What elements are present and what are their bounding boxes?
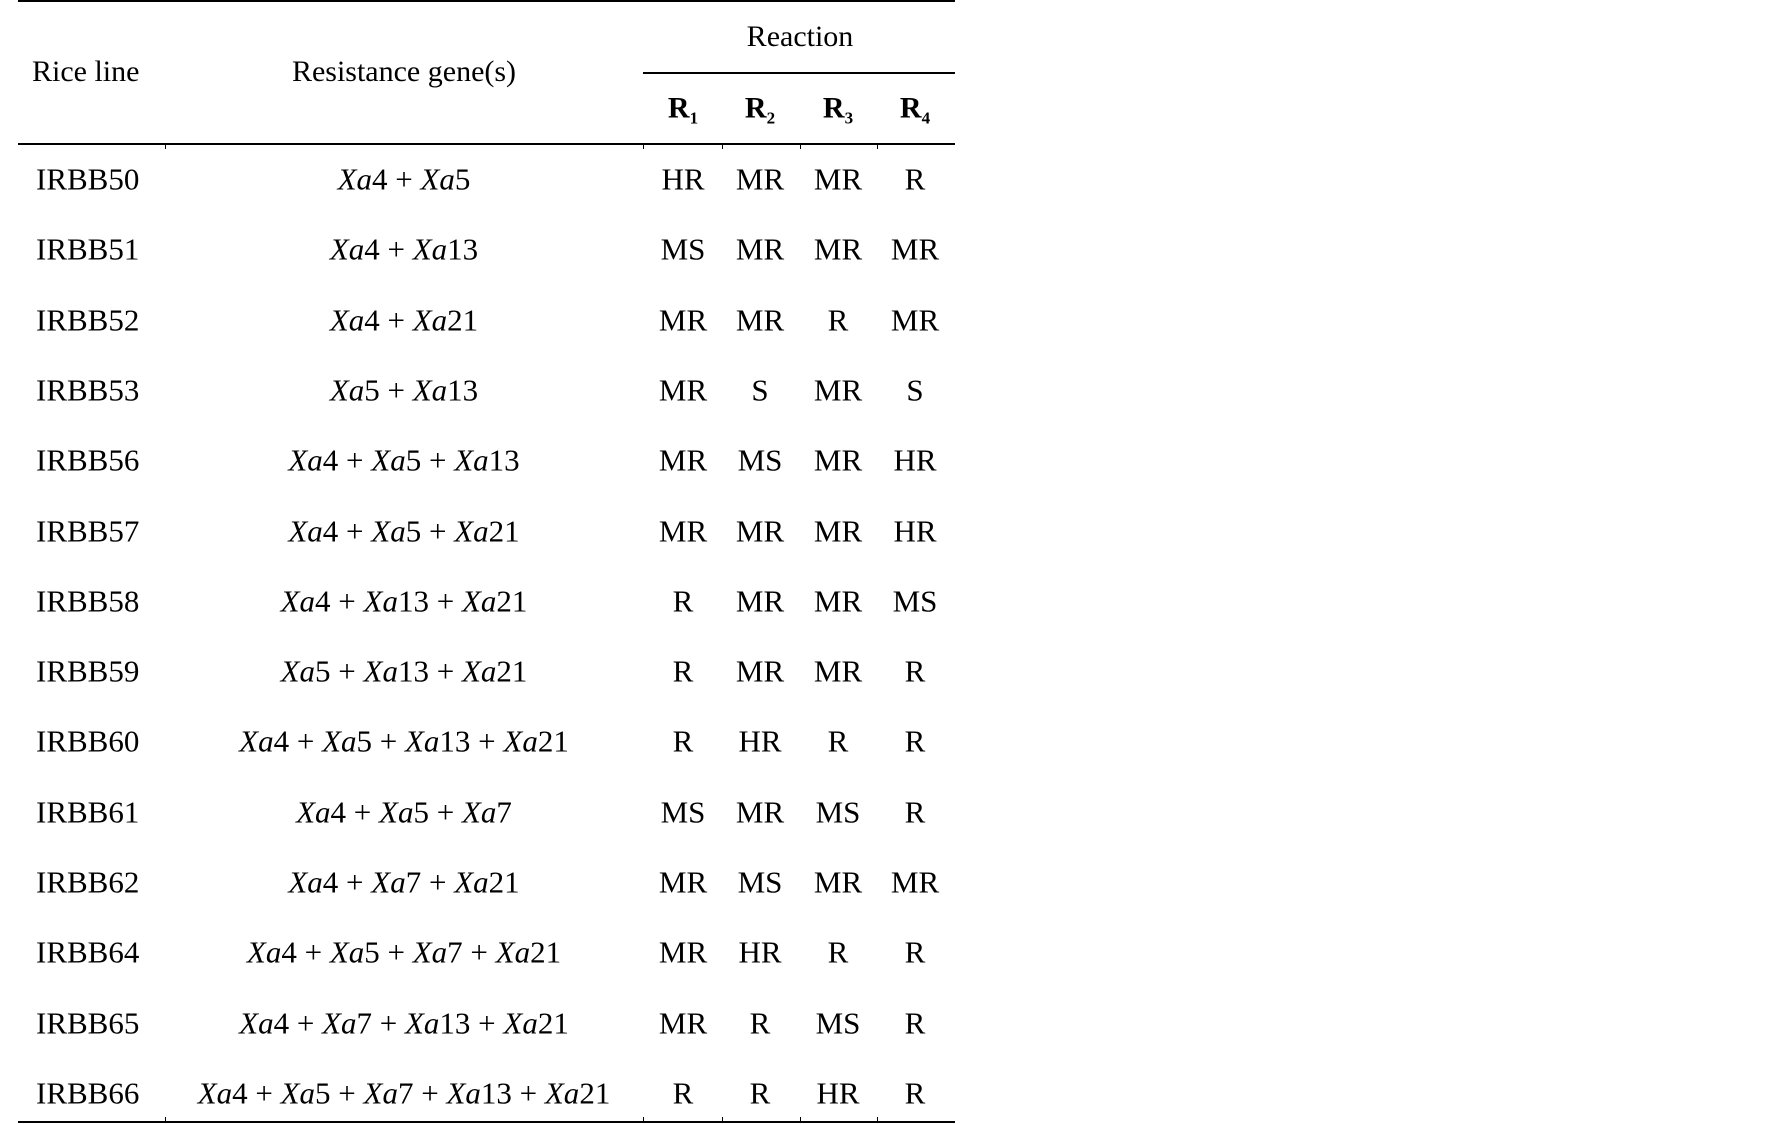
plus-sign: +	[428, 794, 462, 830]
gene-name: Xa4	[329, 302, 380, 338]
reaction-cell-r3: MR	[813, 583, 863, 619]
column-tick	[800, 145, 801, 149]
reaction-cell-r4: R	[904, 161, 926, 197]
plus-sign: +	[338, 442, 372, 478]
gene-name: Xa21	[544, 1075, 611, 1111]
gene-name: Xa21	[503, 723, 569, 759]
column-tick	[877, 145, 878, 149]
reaction-cell-r3: R	[827, 934, 849, 970]
reaction-cell-r1: MR	[658, 864, 708, 900]
gene-name: Xa21	[412, 302, 479, 338]
reaction-cell-r1: MR	[658, 513, 708, 548]
reaction-cell-r4: R	[904, 1075, 926, 1111]
reaction-cell-r4: HR	[893, 442, 937, 478]
resistance-genes-cell	[239, 1005, 569, 1041]
rice-line-cell: IRBB53	[36, 372, 140, 408]
plus-sign: +	[372, 1005, 405, 1041]
plus-sign: +	[289, 1005, 323, 1041]
plus-sign: +	[346, 794, 380, 830]
reaction-cell-r3: R	[827, 723, 849, 759]
header-reaction-r1: $R_1$	[667, 91, 699, 128]
reaction-group-rule	[643, 72, 955, 74]
resistance-genes-cell	[288, 442, 520, 478]
resistance-genes-cell	[280, 583, 528, 619]
reaction-cell-r2: R	[749, 1075, 771, 1111]
plus-sign: +	[421, 442, 455, 478]
resistance-genes-cell	[288, 515, 519, 546]
plus-sign: +	[289, 723, 323, 759]
reaction-cell-r1: R	[672, 653, 694, 689]
gene-name: Xa5	[371, 442, 422, 478]
reaction-cell-r3: MS	[815, 794, 861, 830]
gene-name: Xa4	[288, 864, 339, 900]
header-reaction: Reaction	[746, 20, 854, 53]
gene-name: Xa4	[197, 1075, 248, 1111]
plus-sign: +	[330, 653, 364, 689]
gene-name: Xa13	[446, 1075, 512, 1111]
table-header-rule	[18, 143, 955, 145]
rice-line-cell: IRBB64	[36, 934, 140, 970]
gene-name: Xa5	[371, 513, 422, 548]
column-tick	[643, 145, 644, 149]
reaction-cell-r3: MR	[813, 513, 863, 548]
plus-sign: +	[470, 723, 504, 759]
table-bottom-rule	[18, 1121, 955, 1123]
reaction-cell-r1: R	[672, 583, 694, 619]
reaction-cell-r2: MS	[737, 442, 783, 478]
gene-name: Xa13	[412, 372, 479, 408]
gene-name: Xa4	[296, 794, 347, 830]
reaction-cell-r4: MR	[890, 864, 940, 900]
resistance-genes-cell	[246, 934, 562, 970]
plus-sign: +	[247, 1075, 281, 1111]
header-reaction-r3: $R_3$	[822, 91, 854, 128]
rice-line-cell: IRBB56	[36, 442, 140, 478]
plus-sign: +	[413, 1075, 447, 1111]
plus-sign: +	[421, 864, 455, 900]
resistance-genes-cell	[197, 1075, 611, 1111]
gene-name: Xa21	[503, 1005, 569, 1041]
reaction-cell-r2: R	[749, 1005, 771, 1041]
reaction-cell-r4: R	[904, 723, 926, 759]
gene-name: Xa4	[288, 513, 339, 548]
rice-line-cell: IRBB62	[36, 864, 140, 900]
rice-line-cell: IRBB65	[36, 1005, 140, 1041]
resistance-genes-cell	[288, 864, 520, 900]
plus-sign: +	[470, 1005, 504, 1041]
resistance-genes-cell	[280, 653, 528, 689]
plus-sign: +	[387, 161, 421, 197]
reaction-cell-r2: HR	[738, 934, 782, 970]
plus-sign: +	[428, 653, 462, 689]
reaction-cell-r3: HR	[816, 1075, 860, 1111]
reaction-cell-r2: HR	[738, 723, 782, 759]
reaction-cell-r3: MR	[813, 161, 863, 197]
gene-name: Xa5	[280, 1075, 331, 1111]
plus-sign: +	[511, 1075, 545, 1111]
reaction-cell-r3: R	[827, 302, 849, 338]
reaction-cell-r2: MR	[735, 231, 785, 267]
reaction-cell-r2: MR	[735, 583, 785, 619]
rice-line-cell: IRBB50	[36, 161, 140, 197]
gene-name: Xa4	[239, 723, 290, 759]
rice-line-cell: IRBB66	[36, 1075, 140, 1111]
gene-name: Xa21	[495, 934, 562, 970]
reaction-cell-r4: R	[904, 1005, 926, 1041]
gene-name: Xa5	[322, 723, 373, 759]
reaction-cell-r1: R	[672, 1075, 694, 1111]
rice-line-cell: IRBB60	[36, 723, 140, 759]
gene-name: Xa13	[404, 1005, 471, 1041]
gene-name: Xa21	[454, 864, 520, 900]
reaction-cell-r2: MR	[735, 161, 785, 197]
reaction-cell-r1: R	[672, 723, 694, 759]
gene-name: Xa13	[363, 583, 429, 619]
reaction-cell-r4: R	[904, 794, 926, 830]
reaction-cell-r2: S	[751, 372, 769, 408]
plus-sign: +	[330, 583, 364, 619]
reaction-cell-r1: MS	[660, 794, 706, 830]
column-tick	[165, 145, 166, 149]
reaction-cell-r4: MR	[890, 302, 940, 338]
column-tick	[877, 1117, 878, 1121]
gene-name: Xa21	[461, 653, 528, 689]
reaction-cell-r3: MR	[813, 231, 863, 267]
gene-name: Xa21	[461, 583, 528, 619]
reaction-cell-r4: HR	[893, 513, 937, 548]
gene-name: Xa7	[371, 864, 422, 900]
reaction-cell-r4: S	[906, 372, 924, 408]
gene-name: Xa13	[404, 723, 471, 759]
gene-name: Xa4	[288, 442, 339, 478]
column-tick	[643, 1117, 644, 1121]
plus-sign: +	[372, 723, 405, 759]
header-reaction-r4: $R_4$	[899, 91, 931, 128]
gene-name: Xa5	[379, 794, 429, 830]
plus-sign: +	[379, 934, 413, 970]
gene-name: Xa5	[329, 934, 380, 970]
plus-sign: +	[379, 231, 413, 267]
rice-line-cell: IRBB52	[36, 302, 140, 338]
gene-name: Xa4	[329, 231, 380, 267]
rice-line-cell: IRBB58	[36, 583, 140, 619]
plus-sign: +	[330, 1075, 364, 1111]
gene-name: Xa4	[337, 161, 388, 197]
gene-name: Xa7	[412, 934, 463, 970]
reaction-cell-r1: MR	[658, 302, 708, 338]
gene-name: Xa4	[280, 583, 331, 619]
reaction-cell-r3: MR	[813, 864, 863, 900]
reaction-cell-r4: MR	[890, 231, 940, 267]
rice-line-cell: IRBB59	[36, 653, 140, 689]
table-top-rule	[18, 0, 955, 2]
reaction-cell-r1: MS	[660, 231, 706, 267]
column-tick	[165, 1117, 166, 1121]
gene-name: Xa7	[461, 794, 512, 830]
reaction-cell-r1: MR	[658, 442, 708, 478]
rice-line-cell: IRBB61	[36, 794, 140, 830]
reaction-cell-r2: MR	[735, 794, 785, 830]
reaction-cell-r3: MS	[815, 1005, 861, 1041]
reaction-cell-r1: MR	[658, 1005, 708, 1041]
reaction-cell-r1: MR	[658, 372, 708, 408]
header-rice-line: Rice line	[32, 55, 140, 88]
gene-name: Xa5	[280, 653, 331, 689]
reaction-cell-r4: MS	[892, 583, 938, 619]
column-tick	[722, 1117, 723, 1121]
rice-line-cell: IRBB57	[36, 513, 140, 548]
gene-name: Xa5	[420, 161, 471, 197]
reaction-cell-r2: MS	[737, 864, 783, 900]
gene-name: Xa13	[412, 231, 479, 267]
gene-name: Xa5	[329, 372, 380, 408]
resistance-genes-cell	[329, 231, 479, 267]
rice-line-cell: IRBB51	[36, 231, 140, 267]
reaction-cell-r4: R	[904, 653, 926, 689]
column-tick	[722, 145, 723, 149]
reaction-cell-r3: MR	[813, 442, 863, 478]
reaction-cell-r4: R	[904, 934, 926, 970]
plus-sign: +	[379, 372, 413, 408]
gene-name: Xa13	[454, 442, 520, 478]
plus-sign: +	[379, 302, 413, 338]
header-resistance-genes: Resistance gene(s)	[291, 55, 517, 88]
reaction-cell-r1: HR	[661, 161, 705, 197]
resistance-genes-cell	[296, 794, 512, 830]
gene-name: Xa7	[322, 1005, 373, 1041]
gene-name: Xa4	[239, 1005, 290, 1041]
plus-sign: +	[338, 513, 372, 548]
column-tick	[800, 1117, 801, 1121]
plus-sign: +	[421, 513, 455, 548]
gene-name: Xa4	[246, 934, 297, 970]
reaction-cell-r1: MR	[658, 934, 708, 970]
gene-name: Xa7	[363, 1075, 414, 1111]
plus-sign: +	[338, 864, 372, 900]
header-reaction-r2: $R_2$	[744, 91, 776, 128]
gene-name: Xa21	[454, 513, 520, 548]
reaction-cell-r2: MR	[735, 302, 785, 338]
reaction-cell-r2: MR	[735, 513, 785, 548]
resistance-genes-cell	[329, 372, 479, 408]
plus-sign: +	[296, 934, 330, 970]
gene-name: Xa13	[363, 653, 429, 689]
resistance-genes-cell	[239, 723, 569, 759]
reaction-cell-r2: MR	[735, 653, 785, 689]
reaction-cell-r3: MR	[813, 653, 863, 689]
resistance-genes-cell	[337, 161, 471, 197]
plus-sign: +	[462, 934, 496, 970]
resistance-genes-cell	[329, 302, 479, 338]
plus-sign: +	[428, 583, 462, 619]
reaction-cell-r3: MR	[813, 372, 863, 408]
